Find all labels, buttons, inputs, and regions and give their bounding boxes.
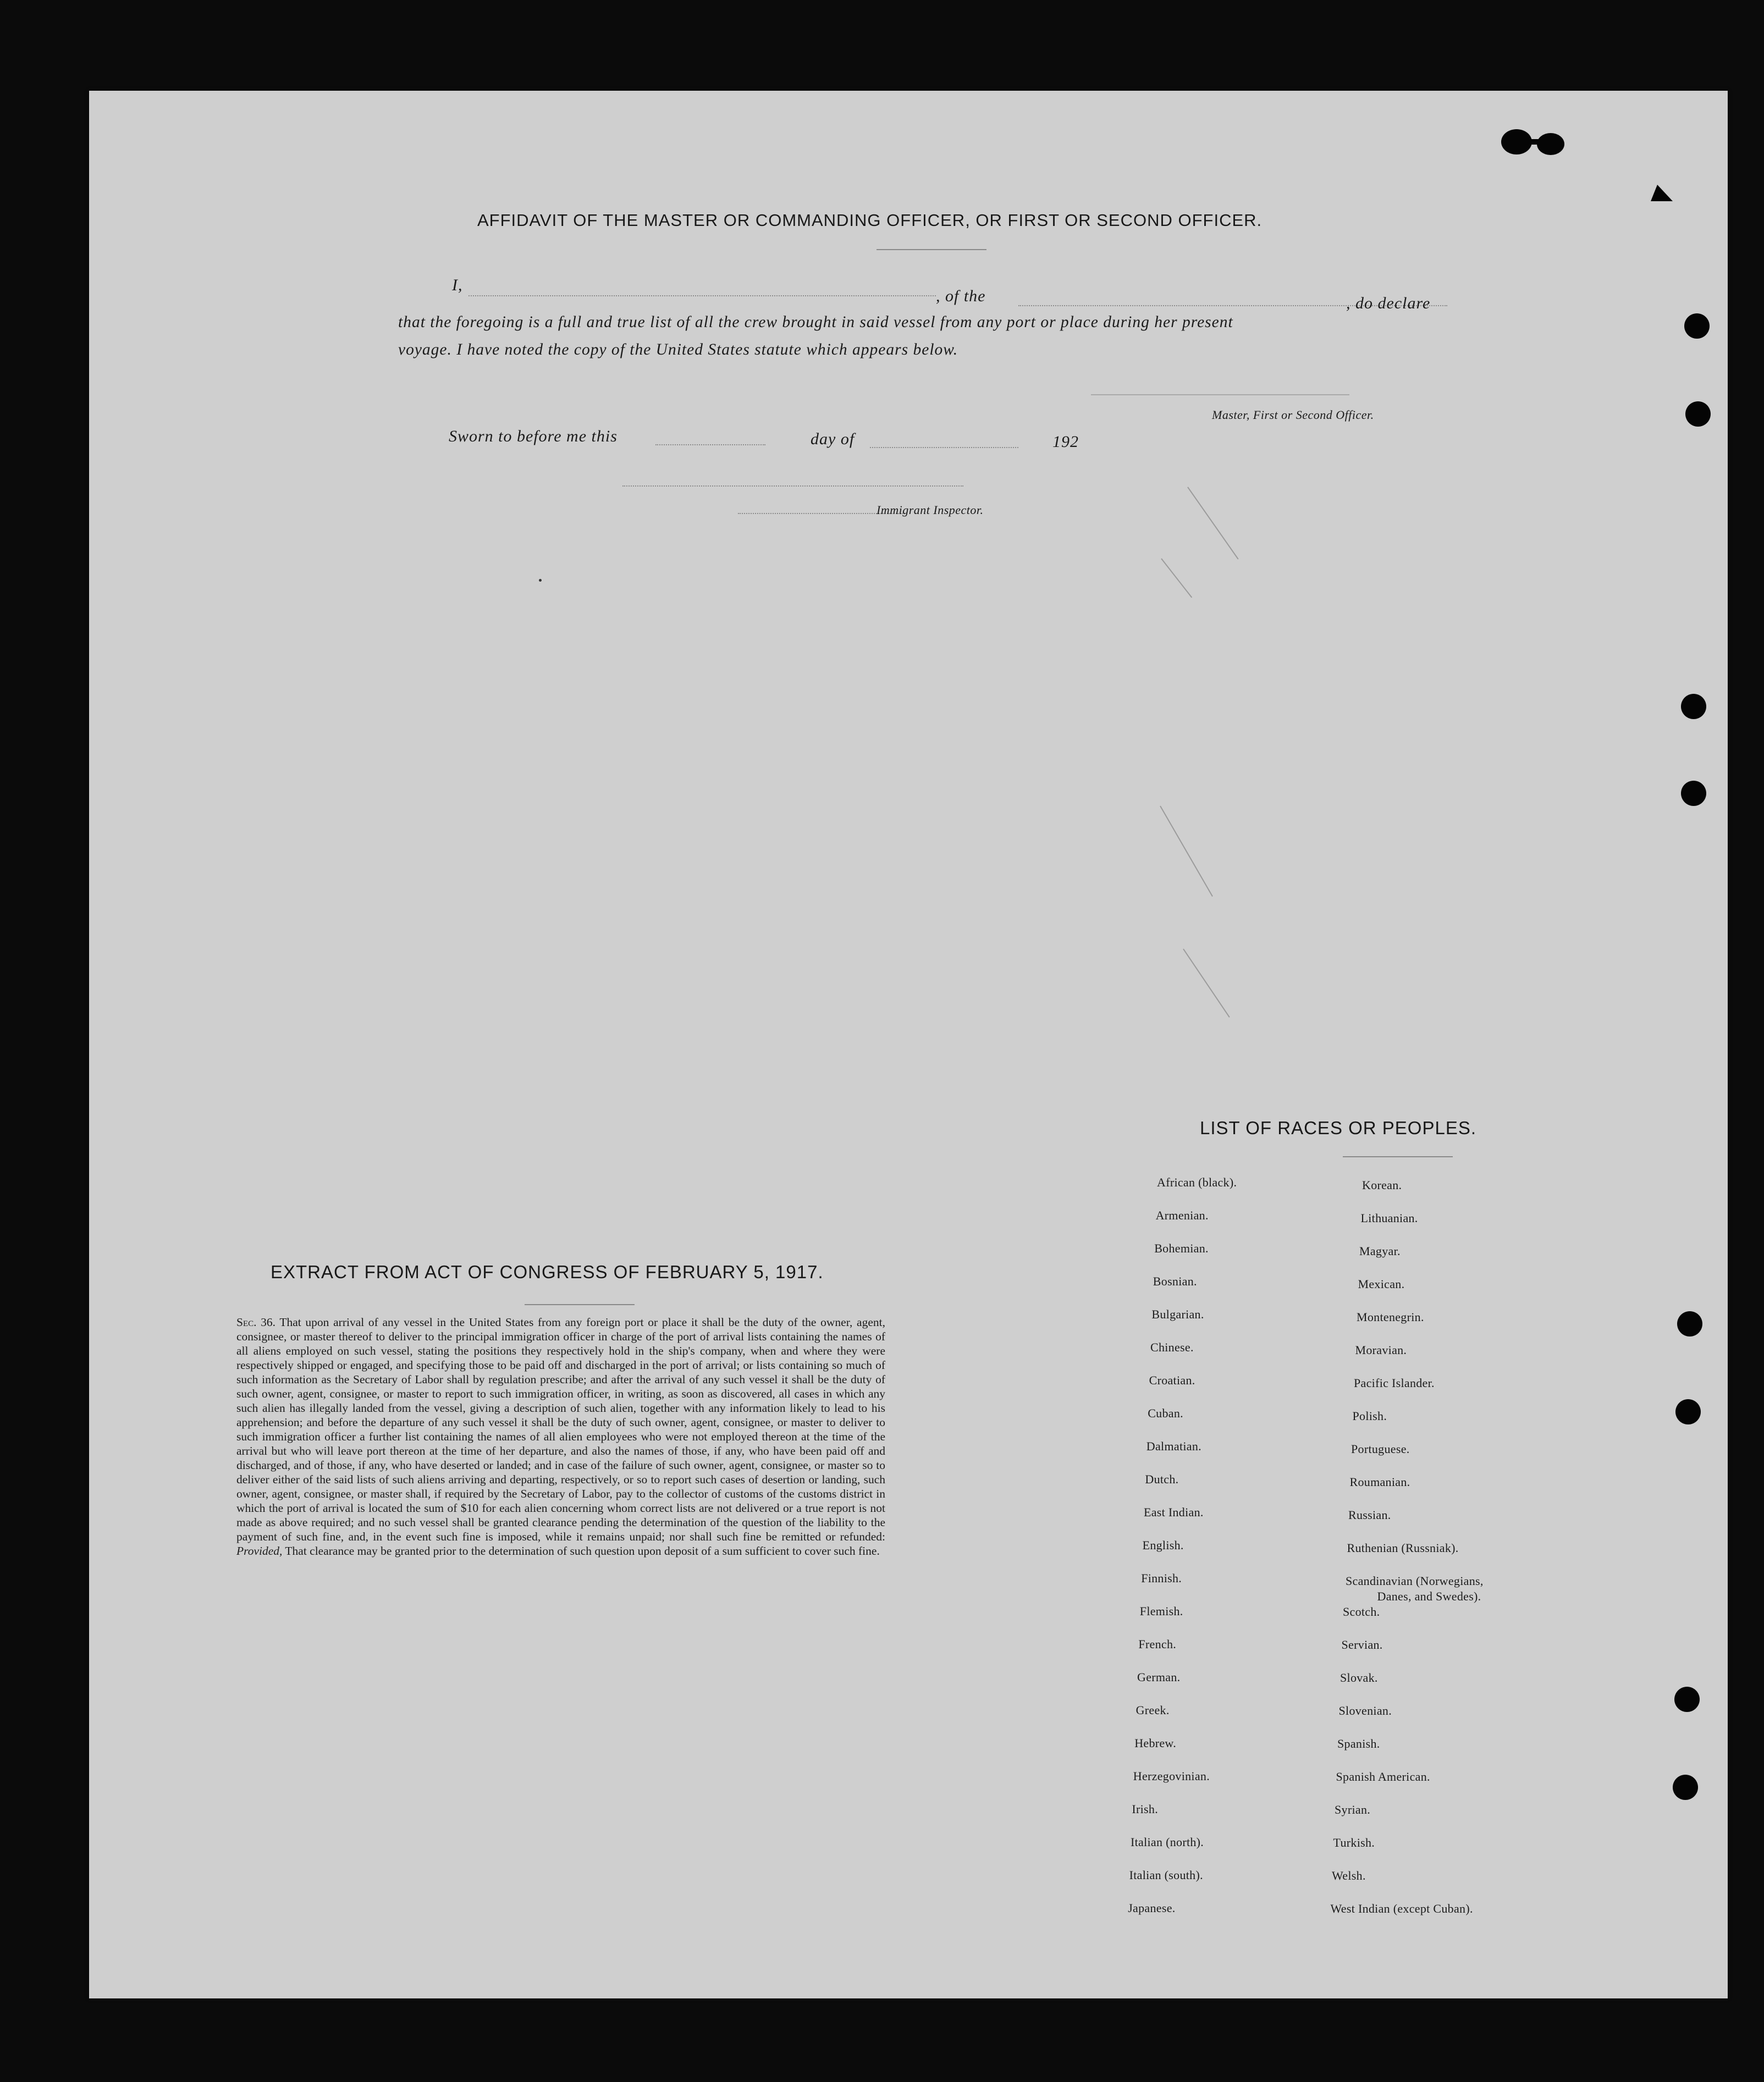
race-item: Turkish. [1333, 1836, 1375, 1849]
heading-divider [877, 249, 986, 250]
affidavit-declare: , do declare [1346, 294, 1431, 312]
statute-provided: Provided, [236, 1544, 283, 1558]
race-item: Bohemian. [1154, 1241, 1209, 1255]
month-blank [870, 447, 1018, 448]
binder-hole [1685, 401, 1711, 427]
race-item: Japanese. [1128, 1901, 1176, 1915]
race-item: Montenegrin. [1357, 1310, 1424, 1324]
race-item: Scandinavian (Norwegians, [1346, 1574, 1484, 1588]
race-item: Slovenian. [1338, 1704, 1392, 1717]
affidavit-heading: AFFIDAVIT OF THE MASTER OR COMMANDING OFFICER, OR FIRST OR SECOND OFFICER. [477, 211, 1263, 230]
inspector-signature-line-1 [622, 485, 963, 487]
race-item: Danes, and Swedes). [1377, 1589, 1481, 1603]
scan-scratch [1161, 558, 1192, 598]
affidavit-i: I, [452, 276, 463, 294]
race-item: Herzegovinian. [1133, 1769, 1210, 1783]
day-of-text: day of [811, 430, 855, 448]
affidavit-line2: that the foregoing is a full and true list of all the crew brought in said vessel from any port or place during her present [398, 313, 1233, 331]
race-item: Scotch. [1343, 1605, 1380, 1619]
race-item: English. [1142, 1538, 1184, 1552]
race-item: West Indian (except Cuban). [1330, 1902, 1473, 1915]
race-item: Mexican. [1358, 1277, 1405, 1291]
statute-text-part2: That clearance may be granted prior to the determination of such question upon deposit of a sum sufficient to cover such fine. [285, 1544, 880, 1558]
race-item: Spanish American. [1336, 1770, 1430, 1783]
section-label: Sec. 36. [236, 1316, 276, 1329]
statute-text [236, 1315, 885, 1558]
race-item: Spanish. [1337, 1737, 1380, 1750]
race-item: Portuguese. [1351, 1442, 1410, 1456]
races-divider [1343, 1156, 1453, 1157]
race-item: Flemish. [1139, 1604, 1183, 1618]
binder-hole [1675, 1399, 1701, 1424]
scan-speck [539, 579, 542, 582]
race-item: African (black). [1157, 1175, 1237, 1189]
race-item: Croatian. [1149, 1373, 1195, 1387]
race-item: German. [1137, 1670, 1181, 1684]
race-item: Bulgarian. [1151, 1307, 1204, 1321]
affidavit-of-the: , of the [936, 287, 986, 305]
race-item: Polish. [1352, 1409, 1387, 1423]
race-item: Servian. [1341, 1638, 1383, 1652]
race-item: Bosnian. [1153, 1274, 1197, 1288]
race-item: Slovak. [1340, 1671, 1378, 1685]
race-item: Italian (south). [1129, 1868, 1203, 1882]
inspector-label: Immigrant Inspector. [877, 503, 984, 517]
binder-hole [1677, 1311, 1702, 1337]
race-item: French. [1138, 1637, 1177, 1651]
name-blank [468, 295, 936, 296]
race-item: Syrian. [1335, 1803, 1371, 1816]
race-item: Cuban. [1148, 1406, 1183, 1420]
affidavit-line3: voyage. I have noted the copy of the United States statute which appears below. [398, 341, 958, 358]
race-item: Pacific Islander. [1354, 1376, 1435, 1390]
master-label: Master, First or Second Officer. [1212, 408, 1374, 422]
binder-hole [1673, 1775, 1698, 1800]
race-item: Irish. [1132, 1802, 1159, 1816]
scan-scratch [1183, 948, 1230, 1017]
statute-text-part1: That upon arrival of any vessel in the United States from any foreign port or place it shall be the duty of the owner, agent, consignee, or master thereof to deliver to the principal immigration officer in charge of the port of arrival lists containing the names of all aliens employed on such vessel, stating the positions they respectively hold in the ship's company, when and where they were respectively shipped or engaged, and specifying those to be paid off and discharged in the port of arrival; or lists containing so much of such information as the Secretary of Labor shall by regulation prescribe; and after the arrival of any such vessel it shall be the duty of such owner, agent, consignee, or master to report to such immigration officer, in writing, as soon as discovered, all cases in which any such alien has illegally landed from the vessel, giving a description of such alien, together with any information likely to lead to his apprehension; and before the departure of any such vessel it shall be the duty of such owner, agent, consignee, or master to deliver to such immigration officer a further list containing the names of all alien employees who were not employed thereon at the time of the arrival but who will leave port thereon at the time of her departure, and also the names of those, if any, who have been paid off and discharged, and of those, if any, who have deserted or landed; and in case of the failure of such owner, agent, consignee, or master so to deliver either of the said lists of such aliens arriving and departing, respectively, or so to report such cases of desertion or landing, such owner, agent, consignee, or master shall, if required by the Secretary of Labor, pay to the collector of customs of the customs district in which the port of arrival is located the sum of $10 for each alien concerning whom correct lists are not delivered or a true report is not made as above required; and no such vessel shall be granted clearance pending the determination of the question of the liability to the payment of such fine, and, in the event such fine is imposed, while it remains unpaid; nor shall such fine be remitted or refunded: [236, 1316, 885, 1543]
binder-hole [1681, 781, 1706, 806]
day-blank [655, 444, 765, 445]
year-text: 192 [1052, 433, 1079, 451]
document-page [89, 91, 1728, 1998]
race-item: Dutch. [1145, 1472, 1179, 1486]
race-item: Ruthenian (Russniak). [1347, 1541, 1459, 1555]
paper-clip [1523, 139, 1545, 145]
race-item: Lithuanian. [1360, 1211, 1418, 1225]
binder-hole [1674, 1687, 1700, 1712]
race-item: Moravian. [1355, 1343, 1407, 1357]
races-heading: LIST OF RACES OR PEOPLES. [1200, 1118, 1477, 1138]
race-item: Magyar. [1359, 1244, 1401, 1258]
extract-heading: EXTRACT FROM ACT OF CONGRESS OF FEBRUARY 5, 1917. [271, 1262, 824, 1282]
race-item: Hebrew. [1134, 1736, 1176, 1750]
race-item: Armenian. [1155, 1208, 1209, 1222]
race-item: Italian (north). [1131, 1835, 1204, 1849]
scan-scratch [1160, 806, 1213, 897]
race-item: Welsh. [1332, 1869, 1366, 1882]
master-signature-line [1091, 394, 1349, 395]
sworn-text: Sworn to before me this [449, 427, 618, 445]
race-item: Korean. [1362, 1178, 1402, 1192]
race-item: East Indian. [1144, 1505, 1204, 1519]
race-item: Chinese. [1150, 1340, 1194, 1354]
race-item: Finnish. [1141, 1571, 1182, 1585]
race-item: Roumanian. [1349, 1475, 1410, 1489]
extract-divider [525, 1304, 635, 1305]
binder-hole [1681, 694, 1706, 719]
binder-hole [1684, 313, 1710, 339]
race-item: Greek. [1135, 1703, 1170, 1717]
race-item: Dalmatian. [1146, 1439, 1201, 1453]
scan-scratch [1187, 487, 1238, 559]
race-item: Russian. [1348, 1508, 1391, 1522]
